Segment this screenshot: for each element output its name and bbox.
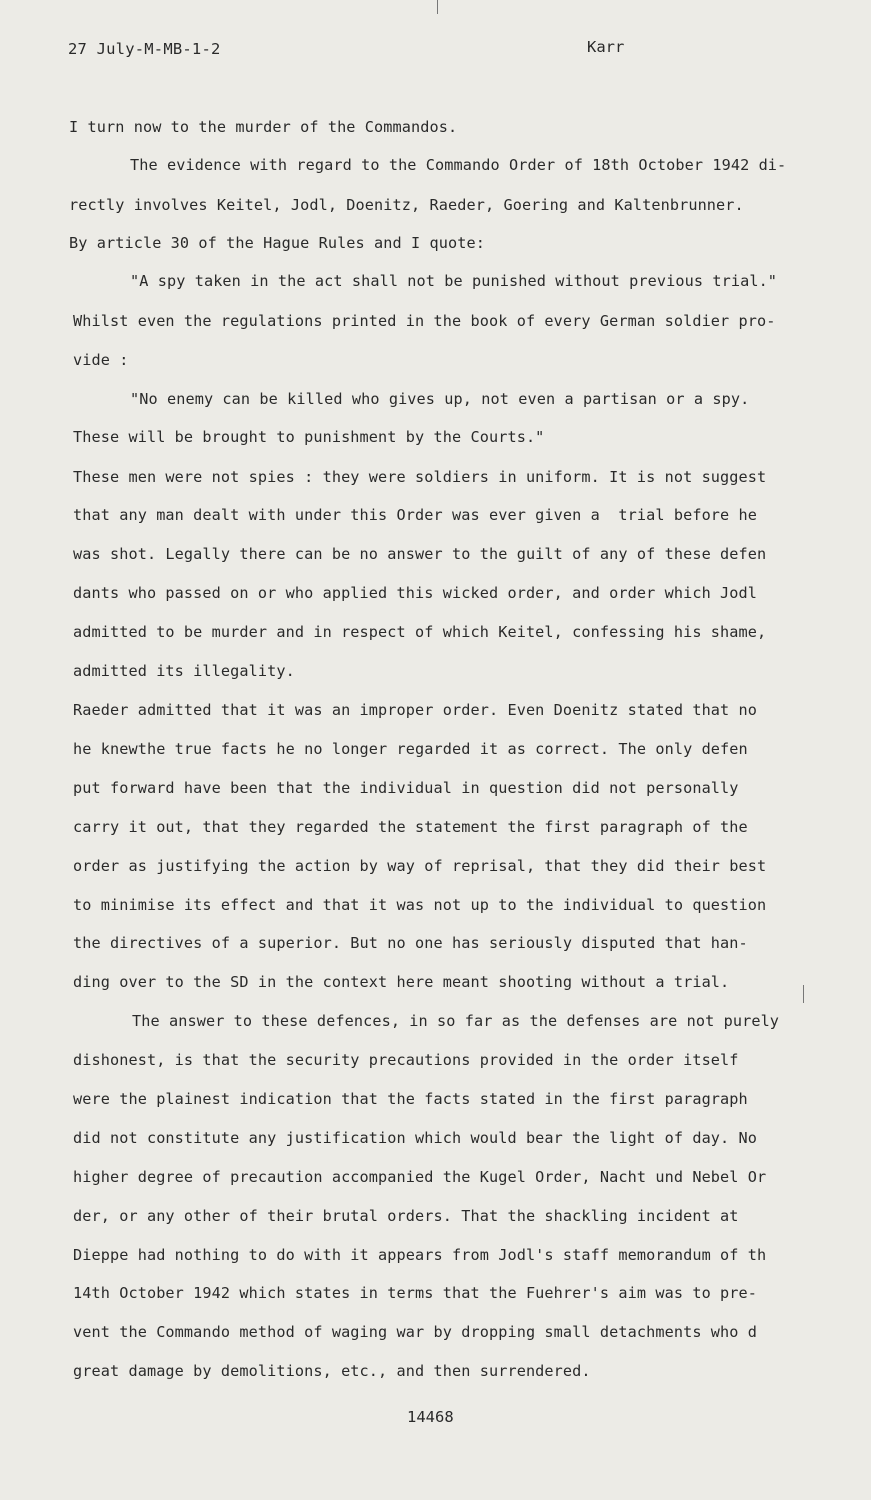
text-line: did not constitute any justification which would bear the light of day. No — [73, 1129, 758, 1147]
text-line: "A spy taken in the act shall not be punished without previous trial." — [130, 272, 778, 290]
text-line: he knewthe true facts he no longer regarded it as correct. The only defen — [73, 740, 748, 758]
scan-mark — [803, 985, 804, 1003]
scan-mark — [437, 0, 438, 14]
text-line: higher degree of precaution accompanied the Kugel Order, Nacht und Nebel Or — [73, 1168, 767, 1186]
text-line: der, or any other of their brutal orders. That the shackling incident at — [73, 1207, 739, 1225]
text-line: admitted its illegality. — [73, 662, 295, 680]
text-line: These will be brought to punishment by the Courts." — [73, 428, 545, 446]
text-line: 14th October 1942 which states in terms that the Fuehrer's aim was to pre- — [73, 1284, 758, 1302]
text-line: great damage by demolitions, etc., and then surrendered. — [73, 1362, 591, 1380]
text-line: to minimise its effect and that it was not up to the individual to question — [73, 896, 767, 914]
text-line: put forward have been that the individual in question did not personally — [73, 779, 739, 797]
text-line: was shot. Legally there can be no answer to the guilt of any of these defen — [73, 545, 767, 563]
text-line: carry it out, that they regarded the statement the first paragraph of the — [73, 818, 748, 836]
text-line: dishonest, is that the security precautions provided in the order itself — [73, 1051, 739, 1069]
text-line: Whilst even the regulations printed in the book of every German soldier pro- — [73, 312, 776, 330]
page-number: 14468 — [407, 1408, 454, 1426]
text-line: that any man dealt with under this Order was ever given a trial before he — [73, 506, 758, 524]
text-line: admitted to be murder and in respect of which Keitel, confessing his shame, — [73, 623, 767, 641]
header-speaker: Karr — [587, 38, 625, 56]
text-line: order as justifying the action by way of reprisal, that they did their best — [73, 857, 767, 875]
text-line: the directives of a superior. But no one has seriously disputed that han- — [73, 934, 748, 952]
text-line: The evidence with regard to the Commando Order of 18th October 1942 di- — [130, 156, 787, 174]
text-line: rectly involves Keitel, Jodl, Doenitz, Raeder, Goering and Kaltenbrunner. — [69, 196, 744, 214]
text-line: The answer to these defences, in so far as the defenses are not purely — [132, 1012, 780, 1030]
header-reference: 27 July-M-MB-1-2 — [68, 40, 221, 58]
text-line: vent the Commando method of waging war by dropping small detachments who d — [73, 1323, 758, 1341]
text-line: I turn now to the murder of the Commandos. — [69, 118, 458, 136]
text-line: ding over to the SD in the context here meant shooting without a trial. — [73, 973, 730, 991]
text-line: Raeder admitted that it was an improper order. Even Doenitz stated that no — [73, 701, 758, 719]
text-line: By article 30 of the Hague Rules and I quote: — [69, 234, 485, 252]
text-line: dants who passed on or who applied this wicked order, and order which Jodl — [73, 584, 758, 602]
text-line: vide : — [73, 351, 129, 369]
text-line: These men were not spies : they were soldiers in uniform. It is not suggest — [73, 468, 767, 486]
text-line: were the plainest indication that the facts stated in the first paragraph — [73, 1090, 748, 1108]
text-line: "No enemy can be killed who gives up, not even a partisan or a spy. — [130, 390, 750, 408]
text-line: Dieppe had nothing to do with it appears from Jodl's staff memorandum of th — [73, 1246, 767, 1264]
